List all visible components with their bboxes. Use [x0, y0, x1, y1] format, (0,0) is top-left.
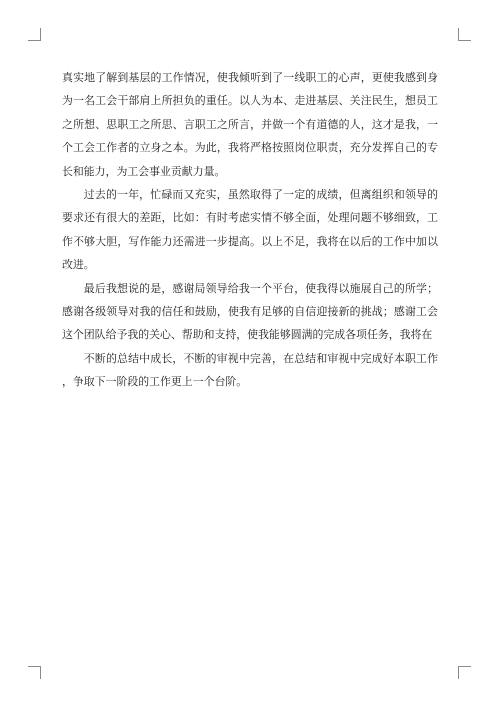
paragraph-3: 最后我想说的是，感谢局领导给我一个平台，使我得以施展自己的所学；感谢各级领导对我的信任和鼓励，使我有足够的自信迎接新的挑战；感谢工会这个团队给予我的关心、帮助和支持，使我能够圆满的完成各项任务，我将在 [62, 281, 438, 342]
paragraph-2: 过去的一年，忙碌而又充实，虽然取得了一定的成绩，但离组织和领导的要求还有很大的差距，比如：有时考虑实情不够全面，处理问题不够细致，工作不够大胆，写作能力还需进一步提高。以上不足，我将在以后的工作中加以改进。 [62, 188, 438, 272]
crop-mark-top-right [458, 28, 471, 41]
crop-mark-top-left [28, 28, 41, 41]
crop-mark-bottom-right [458, 666, 471, 679]
paragraph-1: 真实地了解到基层的工作情况，使我倾听到了一线职工的心声，更使我感到身为一名工会干部肩上所担负的重任。以人为本、走进基层、关注民生，想员工之所想、思职工之所思、言职工之所言，并做一个有道德的人，这才是我，一个工会工作者的立身之本。为此，我将严格按照岗位职责，充分发挥自己的专长和能力，为工会事业贡献力量。 [62, 71, 438, 178]
document-body [62, 66, 438, 394]
crop-mark-bottom-left [28, 666, 41, 679]
paragraph-4: 不断的总结中成长，不断的审视中完善，在总结和审视中完成好本职工作，争取下一阶段的工作更上一个台阶。 [62, 351, 438, 389]
